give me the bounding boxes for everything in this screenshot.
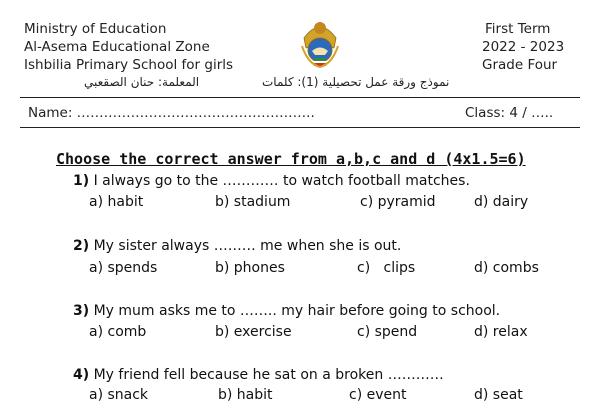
kuwait-emblem-icon bbox=[298, 18, 342, 70]
instruction-title: Choose the correct answer from a,b,c and d (4x1.5=6) bbox=[56, 150, 526, 168]
ministry-line: Ministry of Education bbox=[24, 21, 167, 37]
question-2 bbox=[73, 238, 401, 254]
q4-option-b[interactable]: b) habit bbox=[218, 387, 273, 403]
name-field[interactable]: Name: …………………………………………….. bbox=[28, 105, 315, 121]
q4-option-d[interactable]: d) seat bbox=[474, 387, 523, 403]
worksheet-title: نموذج ورقة عمل تحصيلية (1): كلمات bbox=[262, 75, 450, 89]
question-text: My mum asks me to …….. my hair before going to school. bbox=[89, 303, 501, 319]
zone-line: Al-Asema Educational Zone bbox=[24, 39, 210, 55]
q3-option-b[interactable]: b) exercise bbox=[215, 324, 292, 340]
q4-option-a[interactable]: a) snack bbox=[89, 387, 149, 403]
question-number: 2) bbox=[73, 238, 90, 254]
question-3 bbox=[73, 303, 500, 319]
question-text: My friend fell because he sat on a broken ………… bbox=[89, 367, 444, 383]
q2-option-d[interactable]: d) combs bbox=[474, 260, 539, 276]
question-number: 4) bbox=[73, 367, 90, 383]
name-divider bbox=[20, 127, 580, 128]
grade-label: Grade Four bbox=[482, 57, 558, 73]
q3-option-c[interactable]: c) spend bbox=[357, 324, 418, 340]
q3-option-a[interactable]: a) comb bbox=[89, 324, 147, 340]
class-field[interactable]: Class: 4 / ….. bbox=[465, 105, 554, 121]
term-label: First Term bbox=[485, 21, 551, 37]
question-4 bbox=[73, 367, 444, 383]
header-divider bbox=[20, 97, 580, 98]
q2-option-b[interactable]: b) phones bbox=[215, 260, 285, 276]
q1-option-c[interactable]: c) pyramid bbox=[360, 194, 436, 210]
q1-option-b[interactable]: b) stadium bbox=[215, 194, 291, 210]
q1-option-a[interactable]: a) habit bbox=[89, 194, 144, 210]
school-line: Ishbilia Primary School for girls bbox=[24, 57, 234, 73]
q2-option-c[interactable]: c) clips bbox=[357, 260, 416, 276]
q2-option-a[interactable]: a) spends bbox=[89, 260, 158, 276]
q1-option-d[interactable]: d) dairy bbox=[474, 194, 529, 210]
year-label: 2022 - 2023 bbox=[482, 39, 565, 55]
teacher-name: المعلمة: حنان الصقعبي bbox=[84, 75, 200, 89]
q4-option-c[interactable]: c) event bbox=[349, 387, 407, 403]
question-1 bbox=[73, 173, 470, 189]
question-text: I always go to the ………… to watch football matches. bbox=[89, 173, 470, 189]
question-number: 1) bbox=[73, 173, 90, 189]
q3-option-d[interactable]: d) relax bbox=[474, 324, 528, 340]
question-text: My sister always ……… me when she is out. bbox=[89, 238, 402, 254]
question-number: 3) bbox=[73, 303, 90, 319]
